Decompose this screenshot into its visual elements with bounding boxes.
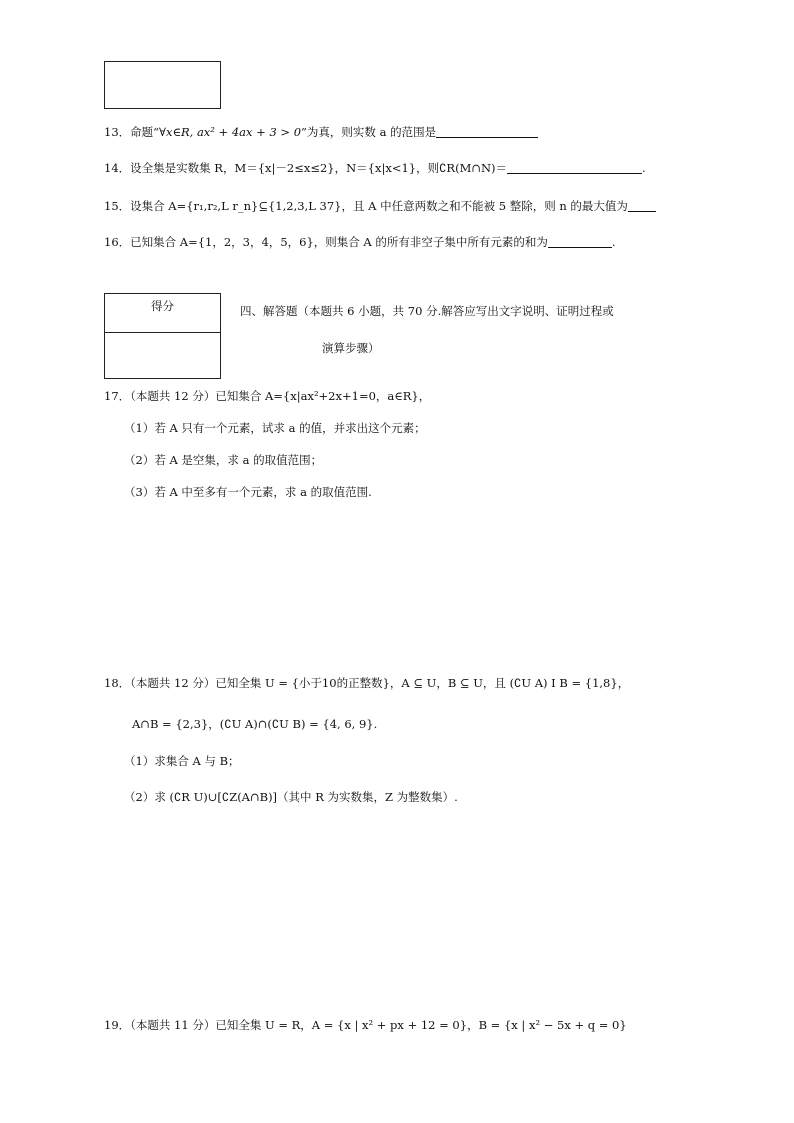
- q14-answer-blank: [507, 161, 642, 174]
- question-16: [104, 234, 616, 250]
- q17-item-3: （3）若 A 中至多有一个元素，求 a 的取值范围.: [124, 485, 372, 499]
- q13-answer-blank: [436, 125, 538, 138]
- q13-number: 13．: [104, 125, 131, 139]
- question-15: [104, 198, 656, 214]
- question-17-head: 17．（本题共 12 分）已知集合 A={x|ax²+2x+1=0，a∈R}，: [104, 389, 431, 403]
- q15-number: 15．: [104, 199, 131, 213]
- q16-number: 16．: [104, 235, 131, 249]
- q14-number: 14．: [104, 161, 131, 175]
- question-19-head: 19．（本题共 11 分）已知全集 U = R，A = {x | x² + px + 12 = 0}，B = {x | x² − 5x + q = 0}: [104, 1018, 627, 1032]
- section-4-heading-line1: 四、解答题（本题共 6 小题，共 70 分.解答应写出文字说明、证明过程或: [240, 304, 614, 318]
- q16-end: .: [611, 235, 616, 249]
- question-18-line2: A∩B = {2,3}，(∁U A)∩(∁U B) = {4, 6, 9}.: [132, 717, 378, 731]
- question-18-head: 18．（本题共 12 分）已知全集 U = {小于10的正整数}，A ⊆ U，B ⊆ U，且 (∁U A) I B = {1,8}，: [104, 676, 630, 690]
- q17-item-1: （1）若 A 只有一个元素，试求 a 的值，并求出这个元素；: [124, 421, 426, 435]
- top-box: [104, 61, 221, 109]
- q14-text: 设全集是实数集 R，M＝{x|－2≤x≤2}，N＝{x|x<1}，则∁R(M∩N)＝: [130, 161, 508, 175]
- q16-answer-blank: [548, 235, 612, 248]
- q15-text: 设集合 A={r₁,r₂,L r_n}⊆{1,2,3,L 37}，且 A 中任意两数之和不能被 5 整除，则 n 的最大值为: [130, 199, 628, 213]
- q14-end: .: [642, 161, 646, 175]
- q17-item-2: （2）若 A 是空集，求 a 的取值范围；: [124, 453, 323, 467]
- q18-item-1: （1）求集合 A 与 B；: [124, 754, 240, 768]
- q13-pre: 命题“: [130, 125, 160, 139]
- question-14: [104, 160, 646, 176]
- q16-text: 已知集合 A={1，2，3，4，5，6}，则集合 A 的所有非空子集中所有元素的和为: [130, 235, 548, 249]
- q13-post: ”为真，则实数 a 的范围是: [301, 125, 437, 139]
- question-13: [104, 124, 538, 140]
- section-4-heading-line2: 演算步骤）: [322, 341, 380, 355]
- q18-item-2: （2）求 (∁R U)∪[∁Z(A∩B)]（其中 R 为实数集，Z 为整数集）.: [124, 790, 458, 804]
- score-box-label: 得分: [105, 294, 220, 333]
- q13-math: ∀x∈R, ax² + 4ax + 3 > 0: [159, 125, 302, 139]
- score-box: [104, 293, 221, 379]
- q15-answer-blank: [628, 199, 656, 212]
